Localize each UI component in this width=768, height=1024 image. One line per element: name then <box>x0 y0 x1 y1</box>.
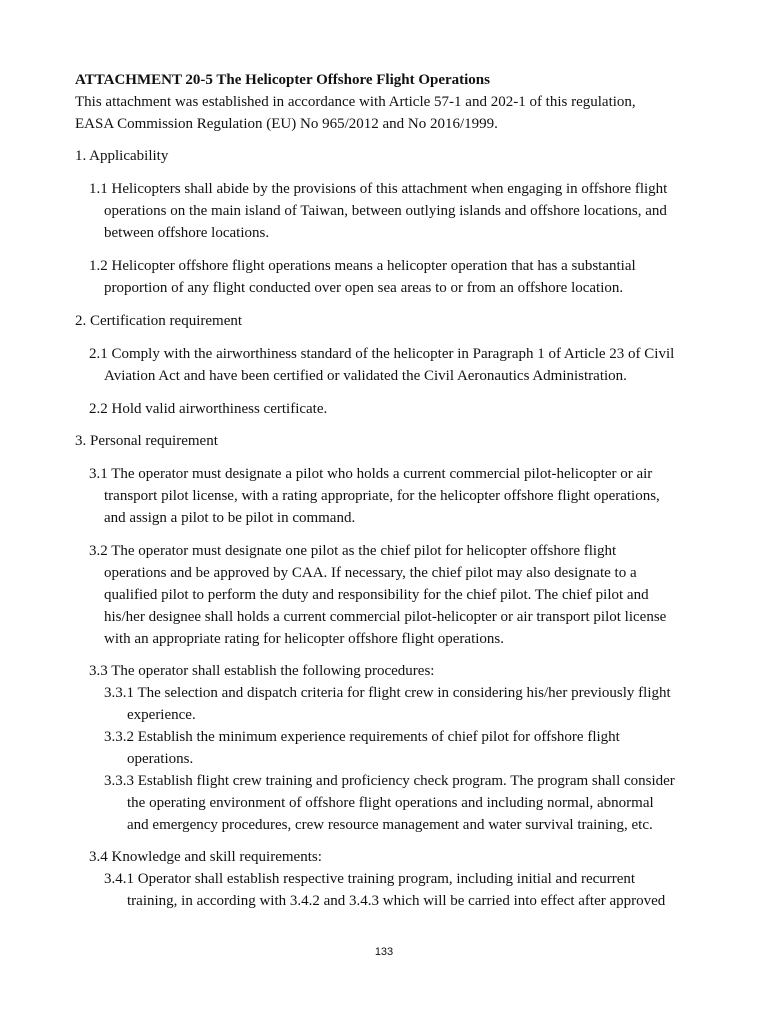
paragraph-line: experience. <box>127 707 196 723</box>
paragraph-line: operations on the main island of Taiwan, between outlying islands and offshore locations, and <box>104 203 667 219</box>
paragraph-line: 3.3.3 Establish flight crew training and proficiency check program. The program shall consider <box>104 773 675 789</box>
paragraph-line: 3.3.2 Establish the minimum experience requirements of chief pilot for offshore flight <box>104 729 620 745</box>
page-number: 133 <box>374 946 394 958</box>
paragraph-line: 3.1 The operator must designate a pilot who holds a current commercial pilot-helicopter or air <box>89 466 653 482</box>
paragraph-line: training, in according with 3.4.2 and 3.4.3 which will be carried into effect after approved <box>127 893 666 909</box>
section-heading-personal: 3. Personal requirement <box>75 433 218 449</box>
paragraph-line: operations. <box>127 751 194 767</box>
paragraph-line: with an appropriate rating for helicopter offshore flight operations. <box>104 631 505 647</box>
paragraph-line: and assign a pilot to be pilot in command. <box>104 510 356 526</box>
intro-line: This attachment was established in accordance with Article 57-1 and 202-1 of this regulation, <box>75 94 636 110</box>
paragraph-line: 3.3 The operator shall establish the following procedures: <box>89 663 435 679</box>
paragraph-line: 2.1 Comply with the airworthiness standard of the helicopter in Paragraph 1 of Article 23 of Civil <box>89 346 675 362</box>
section-heading-certification: 2. Certification requirement <box>75 313 243 329</box>
paragraph-line: operations and be approved by CAA. If necessary, the chief pilot may also designate to a <box>104 565 637 581</box>
intro-line: EASA Commission Regulation (EU) No 965/2012 and No 2016/1999. <box>75 116 498 132</box>
paragraph-line: 3.2 The operator must designate one pilot as the chief pilot for helicopter offshore flight <box>89 543 617 559</box>
paragraph-line: the operating environment of offshore flight operations and including normal, abnormal <box>127 795 654 811</box>
paragraph-line: 3.3.1 The selection and dispatch criteria for flight crew in considering his/her previously flight <box>104 685 671 701</box>
section-heading-applicability: 1. Applicability <box>75 148 169 164</box>
paragraph-line: proportion of any flight conducted over open sea areas to or from an offshore location. <box>104 280 624 296</box>
paragraph-line: between offshore locations. <box>104 225 270 241</box>
paragraph-line: his/her designee shall holds a current commercial pilot-helicopter or air transport pilot license <box>104 609 667 625</box>
document-title: ATTACHMENT 20-5 The Helicopter Offshore Flight Operations <box>75 72 490 88</box>
paragraph-line: 1.2 Helicopter offshore flight operations means a helicopter operation that has a substantial <box>89 258 636 274</box>
paragraph-line: qualified pilot to perform the duty and responsibility for the chief pilot. The chief pilot and <box>104 587 649 603</box>
paragraph-line: Aviation Act and have been certified or validated the Civil Aeronautics Administration. <box>104 368 627 384</box>
paragraph-line: 3.4 Knowledge and skill requirements: <box>89 849 322 865</box>
paragraph-line: 1.1 Helicopters shall abide by the provisions of this attachment when engaging in offshore flight <box>89 181 668 197</box>
paragraph-line: transport pilot license, with a rating appropriate, for the helicopter offshore flight operations, <box>104 488 660 504</box>
paragraph-line: 3.4.1 Operator shall establish respective training program, including initial and recurrent <box>104 871 636 887</box>
paragraph-line: 2.2 Hold valid airworthiness certificate. <box>89 401 328 417</box>
paragraph-line: and emergency procedures, crew resource management and water survival training, etc. <box>127 817 653 833</box>
